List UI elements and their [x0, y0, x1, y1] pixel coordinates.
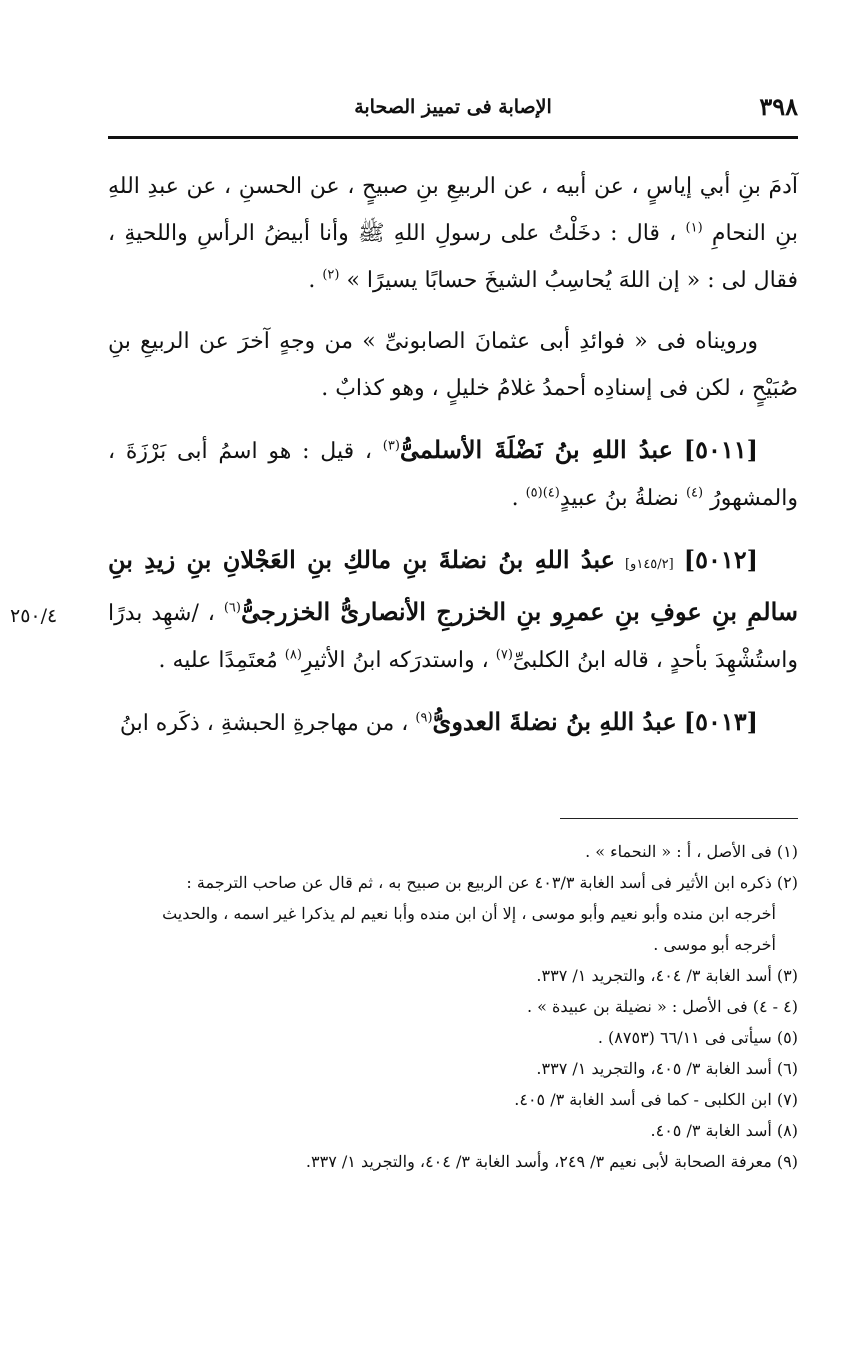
entry-name: عبدُ اللهِ بنُ نَضْلَةَ الأسلمىُّ: [399, 435, 673, 464]
entry-number: [٥٠١٢]: [683, 545, 758, 574]
footnote: (٨) أسد الغابة ٣/ ٤٠٥.: [650, 1121, 798, 1140]
footnote-marker: (١): [685, 220, 703, 236]
text-span: ، /شهِد بدرًا واستُشْهِدَ بأحدٍ ، قاله ابنُ الكلبىِّ: [108, 601, 798, 673]
footnote: (١) فى الأصل ، أ : « النحماء » .: [585, 842, 798, 861]
text-span: آدمَ بنِ أبي إياسٍ ، عن أبيه ، عن الربيعِ بنِ صبيحٍ ، عن الحسنِ ، عن عبدِ اللهِ بنِ النحامِ: [108, 174, 799, 246]
footnote: (٣) أسد الغابة ٣/ ٤٠٤، والتجريد ١/ ٣٣٧.: [536, 966, 798, 985]
footnote: (٥) سيأتى فى ٦٦/١١ (٨٧٥٣) .: [597, 1028, 798, 1047]
footnote: (٧) ابن الكلبى - كما فى أسد الغابة ٣/ ٤٠٥.: [514, 1090, 798, 1109]
header-rule: [108, 136, 798, 139]
footnote-marker: (٤): [685, 485, 704, 501]
text-span: ، قال : دخَلْتُ على رسولِ اللهِ ﷺ وأنا أبيضُ الرأسِ واللحيةِ ، فقال لى : « إن اللهَ يُحاسِبُ الشيخَ حسابًا يسيرًا »: [108, 221, 798, 293]
manuscript-ref: [١٤٥/٢و]: [624, 557, 674, 572]
footnote: (٩) معرفة الصحابة لأبى نعيم ٣/ ٢٤٩، وأسد الغابة ٣/ ٤٠٤، والتجريد ١/ ٣٣٧.: [305, 1152, 798, 1171]
entry-number: [٥٠١٣]: [683, 707, 758, 736]
paragraph-hadith: [108, 163, 798, 304]
footnote-marker: (٦): [223, 600, 241, 616]
footnote-separator: [560, 818, 798, 819]
running-title: الإصابة فى تمييز الصحابة: [354, 96, 552, 118]
footnote-marker: (٩): [415, 710, 433, 726]
text-span: ، واستدرَكه ابنُ الأثيرِ: [301, 648, 489, 673]
entry-number: [٥٠١١]: [683, 435, 759, 464]
footnote-marker: (٣): [382, 438, 400, 454]
footnote-marker: (٢): [322, 267, 340, 283]
footnote-continuation: أخرجه أبو موسى .: [653, 935, 776, 954]
text-span: نضلةُ بنُ عبيدٍ: [559, 486, 679, 511]
text-span: مُعتَمِدًا عليه .: [158, 648, 278, 673]
page-header: [108, 92, 798, 132]
entry-5013: [108, 698, 798, 747]
footnote-marker: (٤)(٥): [525, 485, 560, 501]
footnote-continuation: أخرجه ابن منده وأبو نعيم وأبو موسى ، إلا أن ابن منده وأبا نعيم لم يذكرا غير اسمه ، والحديث: [162, 904, 776, 923]
page-number: ٣٩٨: [759, 92, 798, 121]
entry-5011: [108, 426, 798, 522]
footnote: (٦) أسد الغابة ٣/ ٤٠٥، والتجريد ١/ ٣٣٧.: [536, 1059, 798, 1078]
entry-5012: [108, 536, 798, 684]
entry-name: عبدُ اللهِ بنُ نضلةَ العدوىُّ: [432, 707, 677, 736]
footnote: (٢) ذكره ابن الأثير فى أسد الغابة ٤٠٣/٣ عن الربيع بن صبيح به ، ثم قال عن صاحب الترجمة :: [186, 873, 798, 892]
margin-reference: ٢٥٠/٤: [10, 605, 58, 627]
footnote-marker: (٨): [284, 647, 302, 663]
text-span: ، من مهاجرةِ الحبشةِ ، ذكَره ابنُ: [119, 711, 409, 736]
main-text: [108, 163, 798, 747]
footnotes: [108, 836, 798, 1177]
text-span: ، قيل : هو اسمُ أبى بَرْزَةَ ، والمشهورُ: [108, 439, 798, 511]
text-span: .: [308, 268, 316, 293]
paragraph-narration: ورويناه فى « فوائدِ أبى عثمانَ الصابونىِّ » من وجهٍ آخرَ عن الربيعِ بنِ صُبَيْحٍ ، لكن فى إسنادِه أحمدُ غلامُ خليلٍ ، وهو كذابٌ .: [108, 329, 798, 401]
footnote: (٤ - ٤) فى الأصل : « نضيلة بن عبيدة » .: [527, 997, 798, 1016]
text-span: .: [511, 486, 519, 511]
entry-name: عبدُ اللهِ بنُ نضلةَ بنِ مالكِ بنِ العَجْلانِ بنِ زيدِ بنِ سالمِ بنِ عوفِ بنِ عمرِو بنِ الخزرجِ الأنصارىُّ الخزرجىُّ: [108, 545, 798, 626]
footnote-marker: (٧): [495, 647, 513, 663]
